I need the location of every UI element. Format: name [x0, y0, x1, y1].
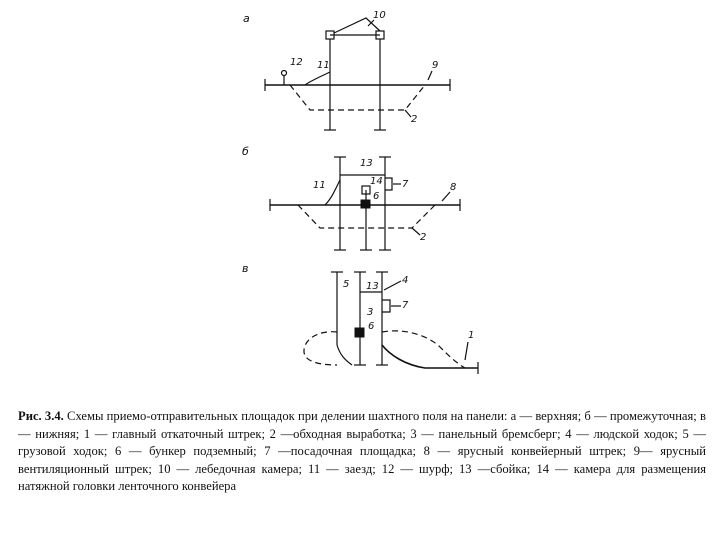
caption-text: Схемы приемо-отправительных площадок при делении шахтного поля на панели: а — верхняя; б — промежуточная; в — нижняя; 1 — главный откаточный штрек; 2 —обходная выработка; 3 — панельный бремсберг; 4 — людской ходок; 5 — грузовой ходок; 6 — бункер подземный; 7 —посадочная площадка; 8 — ярусный конвейерный штрек; 9— ярусный вентиляционный штрек; 10 — лебедочная камера; 11 — заезд; 12 — шурф; 13 —сбойка; 14 — камера для размещения натяжной головки ленточного конвейера [18, 409, 706, 493]
label-13-b: 13 [360, 158, 373, 169]
scheme-c [242, 262, 478, 374]
label-7-b: 7 [402, 179, 409, 190]
label-2-a: 2 [411, 114, 418, 125]
label-6-c: 6 [368, 321, 375, 332]
label-1: 1 [468, 330, 475, 341]
leader-9 [428, 71, 432, 80]
label-10: 10 [373, 10, 386, 21]
label-7-c: 7 [402, 300, 409, 311]
leader-8 [442, 192, 450, 201]
section-letter-a: а [243, 12, 250, 25]
entry-11-b [325, 180, 340, 205]
bunker-6-b [361, 200, 370, 208]
label-14: 14 [370, 176, 383, 187]
leader-2-b [412, 228, 420, 235]
figure-caption [18, 408, 706, 496]
landing-7-b [385, 178, 392, 190]
label-11-a: 11 [317, 60, 330, 71]
label-4: 4 [402, 275, 409, 286]
leader-1 [465, 342, 468, 360]
label-12: 12 [290, 57, 303, 68]
bypass-c-left [304, 332, 337, 365]
scheme-a [243, 10, 450, 130]
leader-4 [384, 281, 401, 290]
bypass-2-a [290, 85, 425, 110]
label-9: 9 [432, 60, 439, 71]
shaft-12 [282, 71, 287, 76]
bunker-6-c [355, 328, 364, 337]
label-3: 3 [367, 307, 374, 318]
label-8: 8 [450, 182, 457, 193]
main-drift-1 [382, 345, 478, 368]
entry-11-a [305, 72, 330, 85]
bypass-c-right [382, 331, 465, 368]
caption-prefix: Рис. 3.4. [18, 409, 64, 423]
label-5: 5 [343, 279, 350, 290]
label-11-b: 11 [313, 180, 326, 191]
carrier-way-5-curve [337, 345, 352, 365]
label-13-c: 13 [366, 281, 379, 292]
scheme-b [242, 145, 460, 250]
landing-7-c [382, 300, 390, 312]
label-2-b: 2 [420, 232, 427, 243]
label-6-b: 6 [373, 191, 380, 202]
section-letter-c: в [242, 262, 249, 275]
section-letter-b: б [242, 145, 249, 158]
